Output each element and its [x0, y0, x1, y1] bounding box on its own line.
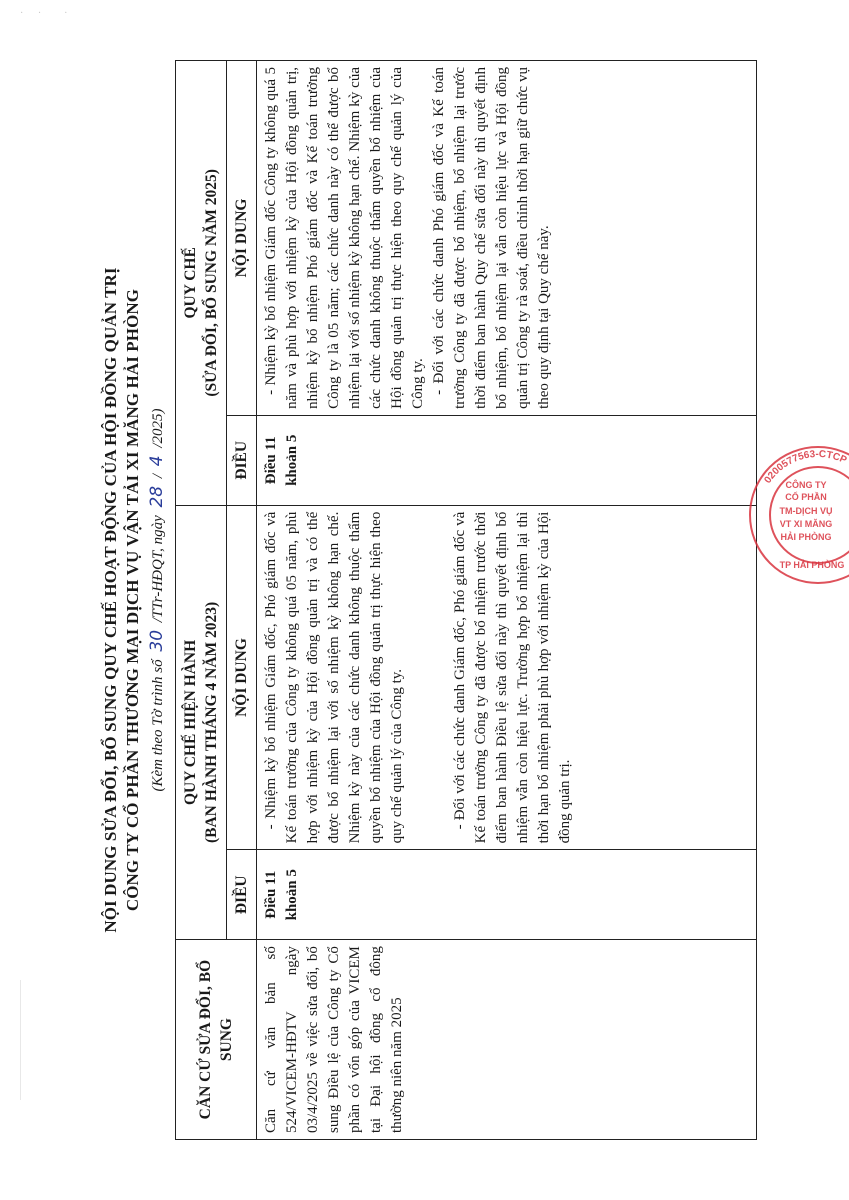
seal-line-2: CỔ PHẦN — [785, 492, 827, 502]
header-revised-article: ĐIỀU — [227, 415, 257, 505]
revised-paragraph-2: - Đối với các chức danh Phó giám đốc và Kế toán trưởng Công ty đã được bổ nhiệm, bổ nhiệm lại trước thời điểm ban hành Quy chế sửa đổi này thì quyết định bổ nhiệm, bổ nhiệm lại vẫn còn hiệu lực và Hội đồng quản trị Công ty rà soát, điều chỉnh thời hạn giữ chức vụ theo quy định tại Quy chế này. — [431, 67, 552, 409]
header-current — [176, 505, 227, 939]
rotated-page — [100, 60, 770, 1140]
header-current-line1: QUY CHẾ HIỆN HÀNH — [182, 639, 199, 806]
seal-line-4: VT XI MĂNG — [779, 519, 833, 529]
subtitle — [146, 60, 169, 1140]
subtitle-prefix: (Kèm theo Tờ trình số — [150, 659, 166, 792]
table-row — [257, 61, 757, 1140]
subtitle-number: 30 — [147, 629, 167, 652]
subtitle-middle: /TTr-HĐQT, ngày — [150, 515, 166, 623]
current-paragraph-1: - Nhiệm kỳ bổ nhiệm Giám đốc, Phó giám đốc và Kế toán trưởng của Công ty không quá 05 năm, phù hợp với nhiệm kỳ của Hội đồng quản trị và có thể được bổ nhiệm lại với số nhiệm kỳ không hạn chế. Nhiệm kỳ này của các chức danh không thuộc thẩm quyền bổ nhiệm của Hội đồng quản trị thực hiện theo quy chế quản lý của Công ty. — [263, 511, 405, 844]
header-revised-line1: QUY CHẾ — [182, 247, 199, 319]
subtitle-day: 28 — [147, 485, 167, 508]
paragraph-gap — [408, 512, 450, 844]
revised-content-cell — [257, 61, 757, 416]
current-article-cell: Điều 11 khoản 5 — [257, 850, 757, 940]
subtitle-sep: / — [150, 473, 166, 479]
amendment-table — [175, 60, 757, 1140]
revised-paragraph-1: - Nhiệm kỳ bổ nhiệm Giám đốc Công ty không quá 5 năm và phù hợp với nhiệm kỳ của Hội đồng quản trị, nhiệm kỳ bổ nhiệm Phó giám đốc và Kế toán trưởng Công ty là 05 năm; các chức danh này có thể được bổ nhiệm lại với số nhiệm kỳ không hạn chế. Nhiệm kỳ của các chức danh không thuộc thẩm quyền bổ nhiệm của Hội đồng quản trị thực hiện theo quy chế quản lý của Công ty. — [263, 67, 426, 409]
revised-article-cell: Điều 11 khoản 5 — [257, 415, 757, 505]
seal-graphic — [740, 440, 849, 590]
title-line-2: CÔNG TY CỔ PHẦN THƯƠNG MẠI DỊCH VỤ VẬN TẢI XI MĂNG HẢI PHÒNG — [123, 288, 142, 912]
header-row-1 — [176, 61, 227, 1140]
seal-line-5: HẢI PHÒNG — [780, 532, 832, 542]
header-current-content: NỘI DUNG — [227, 505, 257, 850]
seal-city: TP HẢI PHÒNG — [779, 560, 845, 570]
scan-edge-line — [20, 980, 21, 1100]
header-revised — [176, 61, 227, 506]
subtitle-month: 4 — [147, 455, 167, 467]
header-current-line2: (BAN HÀNH THÁNG 4 NĂM 2023) — [203, 601, 220, 844]
header-revised-line2: (SỬA ĐỔI, BỔ SUNG NĂM 2025) — [203, 169, 220, 397]
subtitle-suffix: /2025) — [150, 408, 166, 448]
scan-noise: · · · — [20, 8, 74, 19]
current-paragraph-2: - Đối với các chức danh Giám đốc, Phó giám đốc và Kế toán trưởng Công ty đã được bổ nhiệm trước thời điểm ban hành Điều lệ sửa đổi này thì quyết định bổ nhiệm vẫn còn hiệu lực. Trường hợp bổ nhiệm lại thì thời hạn bổ nhiệm phải phù hợp với nhiệm kỳ của Hội đồng quản trị. — [452, 511, 573, 844]
header-revised-content: NỘI DUNG — [227, 61, 257, 416]
document-header — [100, 60, 169, 1140]
company-seal — [740, 440, 849, 590]
header-current-article: ĐIỀU — [227, 850, 257, 940]
seal-line-3: TM-DỊCH VỤ — [779, 506, 833, 516]
header-basis: CĂN CỨ SỬA ĐỔI, BỔ SUNG — [176, 940, 257, 1140]
current-content-cell — [257, 505, 757, 850]
seal-number: 0200577563-CTCP — [762, 448, 849, 486]
title-line-1: NỘI DUNG SỬA ĐỔI, BỔ SUNG QUY CHẾ HOẠT ĐỘNG CỦA HỘI ĐỒNG QUẢN TRỊ — [101, 267, 120, 933]
seal-line-1: CÔNG TY — [785, 480, 827, 490]
basis-cell: Căn cứ văn bản số 524/VICEM-HĐTV ngày 03/4/2025 về việc sửa đổi, bổ sung Điều lệ của Công ty Cổ phần có vốn góp của VICEM tại Đại hội đồng cổ đông thường niên năm 2025 — [257, 940, 757, 1140]
